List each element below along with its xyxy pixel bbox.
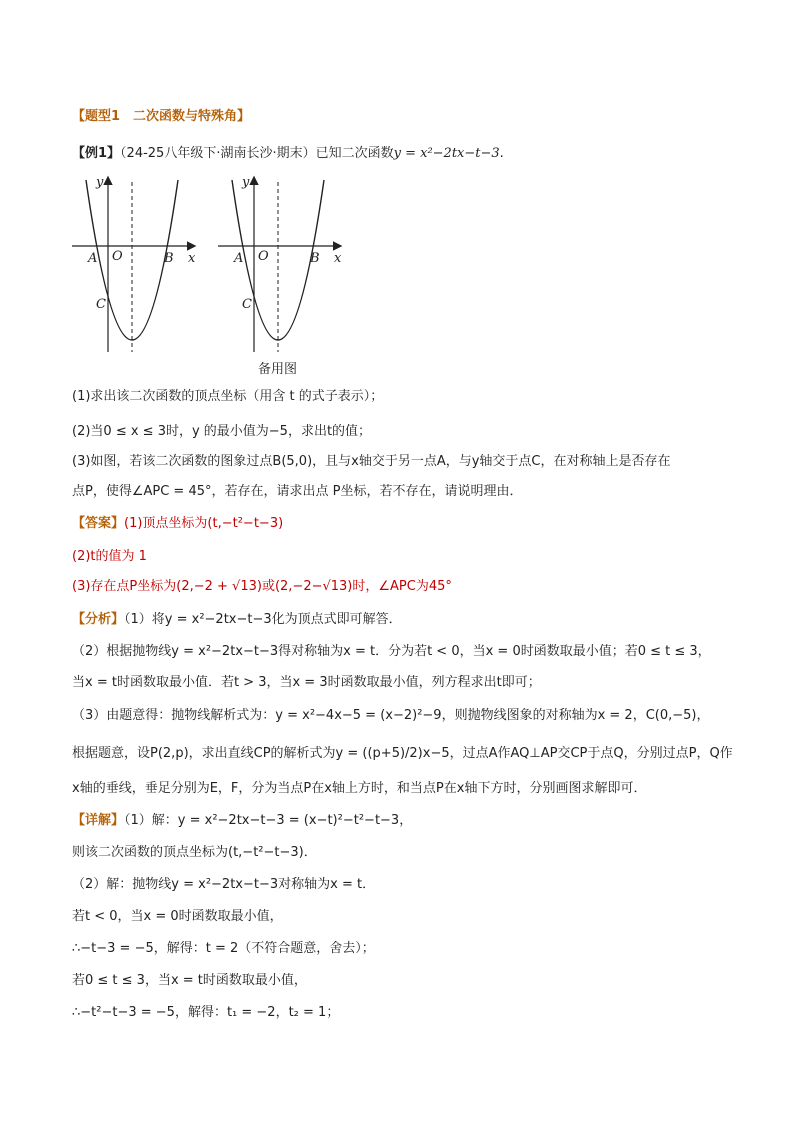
example-statement — [72, 145, 504, 163]
fig2-label-o: O — [258, 249, 269, 264]
analysis-line-5: 根据题意，设P(2,p)，求出直线CP的解析式为y = ((p+5)/2)x−5，过点A作AQ⊥AP交CP于点Q，分别过点P，Q作 — [72, 746, 733, 761]
fig1-label-b: B — [164, 251, 174, 266]
detail-line-4: 若t < 0，当x = 0时函数取最小值， — [72, 909, 283, 924]
question-1: (1)求出该二次函数的顶点坐标（用含 t 的式子表示）； — [72, 389, 384, 404]
analysis-line-2: （2）根据抛物线y = x²−2tx−t−3得对称轴为x = t．分为若t < 0，当x = 0时函数取最小值；若0 ≤ t ≤ 3， — [72, 644, 711, 659]
question-3-line-1: (3)如图，若该二次函数的图象过点B(5,0)，且与x轴交于另一点A，与y轴交于点C，在对称轴上是否存在 — [72, 454, 671, 469]
detail-line-1 — [72, 812, 412, 830]
answer-3: (3)存在点P坐标为(2,−2 + √13)或(2,−2−√13)时，∠APC为45° — [72, 579, 452, 594]
fig1-label-c: C — [96, 297, 106, 312]
figure-caption: 备用图 — [258, 362, 298, 377]
parabola-figure-main — [66, 170, 216, 360]
analysis-line-1 — [72, 611, 402, 629]
example-intro: 已知二次函数 — [315, 146, 394, 161]
parabola-figure-spare — [212, 170, 362, 360]
example-end: . — [499, 146, 504, 161]
analysis-line-6: x轴的垂线，垂足分别为E，F，分为当点P在x轴上方时，和当点P在x轴下方时，分别画图求解即可． — [72, 781, 647, 796]
analysis-line-4: （3）由题意得：抛物线解析式为：y = x²−4x−5 = (x−2)²−9，则抛物线图象的对称轴为x = 2，C(0,−5)， — [72, 708, 710, 723]
question-3-line-2: 点P，使得∠APC = 45°，若存在，请求出点 P坐标，若不存在，请说明理由． — [72, 484, 523, 499]
analysis-text-1: （1）将y = x²−2tx−t−3化为顶点式即可解答． — [124, 612, 402, 627]
question-2: (2)当0 ≤ x ≤ 3时，y 的最小值为−5，求出t的值； — [72, 424, 372, 439]
detail-line-6: 若0 ≤ t ≤ 3，当x = t时函数取最小值， — [72, 973, 307, 988]
detail-line-3: （2）解：抛物线y = x²−2tx−t−3对称轴为x = t． — [72, 877, 376, 892]
fig2-label-a: A — [234, 251, 244, 266]
detail-line-2: 则该二次函数的顶点坐标为(t,−t²−t−3)． — [72, 845, 317, 860]
answer-1: (1)顶点坐标为(t,−t²−t−3) — [124, 516, 284, 531]
detail-line-5: ∴−t−3 = −5，解得：t = 2（不符合题意，舍去）； — [72, 941, 375, 956]
fig1-label-o: O — [112, 249, 123, 264]
fig1-label-a: A — [88, 251, 98, 266]
fig2-label-c: C — [242, 297, 252, 312]
answer-2: (2)t的值为 1 — [72, 549, 147, 564]
example-source: （24-25八年级下·湖南长沙·期末） — [120, 146, 316, 161]
fig2-label-x: x — [334, 251, 342, 266]
example-label: 【例1】 — [72, 146, 121, 161]
fig1-label-x: x — [188, 251, 196, 266]
analysis-label: 【分析】 — [72, 612, 125, 627]
detail-line-7: ∴−t²−t−3 = −5，解得：t₁ = −2，t₂ = 1； — [72, 1005, 340, 1020]
fig1-label-y: y — [96, 175, 104, 190]
detail-text-1: （1）解：y = x²−2tx−t−3 = (x−t)²−t²−t−3， — [124, 813, 413, 828]
example-equation: y = x²−2tx−t−3 — [393, 146, 500, 161]
answer-label: 【答案】 — [72, 516, 125, 531]
detail-label: 【详解】 — [72, 813, 125, 828]
fig2-label-y: y — [242, 175, 250, 190]
answer-line-1 — [72, 515, 283, 533]
section-title: 【题型1 二次函数与特殊角】 — [72, 109, 251, 124]
analysis-line-3: 当x = t时函数取最小值．若t > 3，当x = 3时函数取最小值，列方程求出t即可； — [72, 675, 541, 690]
fig2-label-b: B — [310, 251, 320, 266]
